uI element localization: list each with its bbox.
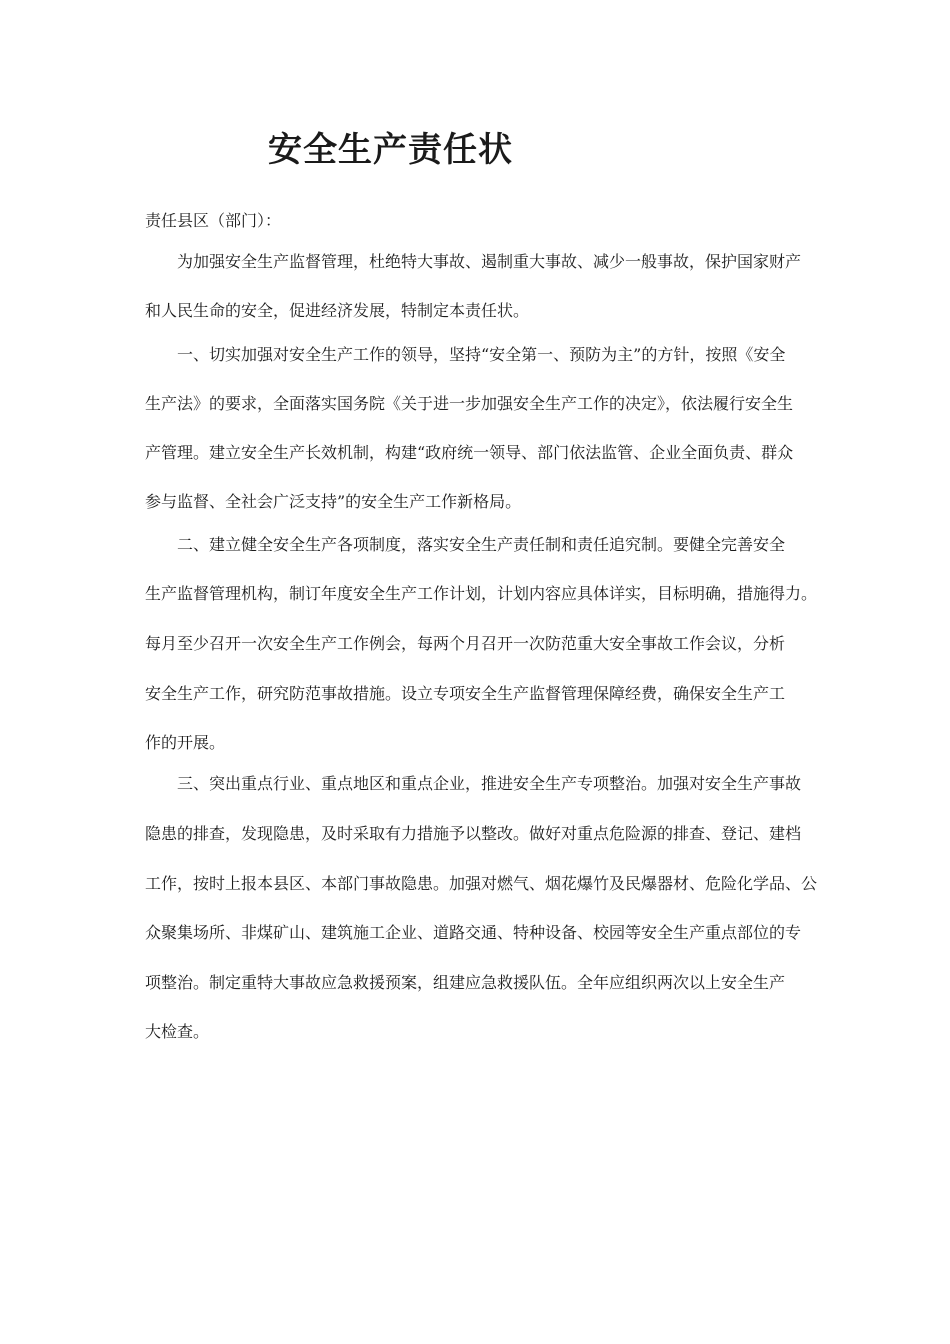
paragraph-three-line-2: 隐患的排查，发现隐患，及时采取有力措施予以整改。做好对重点危险源的排查、登记、建档 xyxy=(145,824,802,843)
paragraph-one-line-3: 产管理。建立安全生产长效机制，构建“政府统一领导、部门依法监管、企业全面负责、群众 xyxy=(145,443,794,462)
paragraph-two-line-4: 安全生产工作，研究防范事故措施。设立专项安全生产监督管理保障经费，确保安全生产工 xyxy=(145,684,786,703)
addressee-line: 责任县区（部门）： xyxy=(145,211,282,230)
paragraph-three-line-6: 大检查。 xyxy=(145,1022,210,1041)
paragraph-three-line-1: 三、突出重点行业、重点地区和重点企业，推进安全生产专项整治。加强对安全生产事故 xyxy=(177,774,802,793)
paragraph-two-line-2: 生产监督管理机构，制订年度安全生产工作计划，计划内容应具体详实，目标明确，措施得力。 xyxy=(145,584,818,603)
paragraph-three-line-5: 项整治。制定重特大事故应急救援预案，组建应急救援队伍。全年应组织两次以上安全生产 xyxy=(145,973,786,992)
paragraph-one-line-4: 参与监督、全社会广泛支持”的安全生产工作新格局。 xyxy=(145,492,522,511)
paragraph-three-line-4: 众聚集场所、非煤矿山、建筑施工企业、道路交通、特种设备、校园等安全生产重点部位的专 xyxy=(145,923,802,942)
paragraph-two-line-3: 每月至少召开一次安全生产工作例会，每两个月召开一次防范重大安全事故工作会议，分析 xyxy=(145,634,786,653)
paragraph-three-line-3: 工作，按时上报本县区、本部门事故隐患。加强对燃气、烟花爆竹及民爆器材、危险化学品、公 xyxy=(145,874,818,893)
paragraph-one-line-1: 一、切实加强对安全生产工作的领导，坚持“安全第一、预防为主”的方针，按照《安全 xyxy=(177,345,786,364)
paragraph-intro-line-2: 和人民生命的安全，促进经济发展，特制定本责任状。 xyxy=(145,301,530,320)
paragraph-intro-line-1: 为加强安全生产监督管理，杜绝特大事故、遏制重大事故、减少一般事故，保护国家财产 xyxy=(177,252,802,271)
paragraph-two-line-5: 作的开展。 xyxy=(145,733,226,752)
document-title: 安全生产责任状 xyxy=(268,130,513,170)
paragraph-one-line-2: 生产法》的要求，全面落实国务院《关于进一步加强安全生产工作的决定》，依法履行安全生 xyxy=(145,394,794,413)
paragraph-two-line-1: 二、建立健全安全生产各项制度，落实安全生产责任制和责任追究制。要健全完善安全 xyxy=(177,535,786,554)
